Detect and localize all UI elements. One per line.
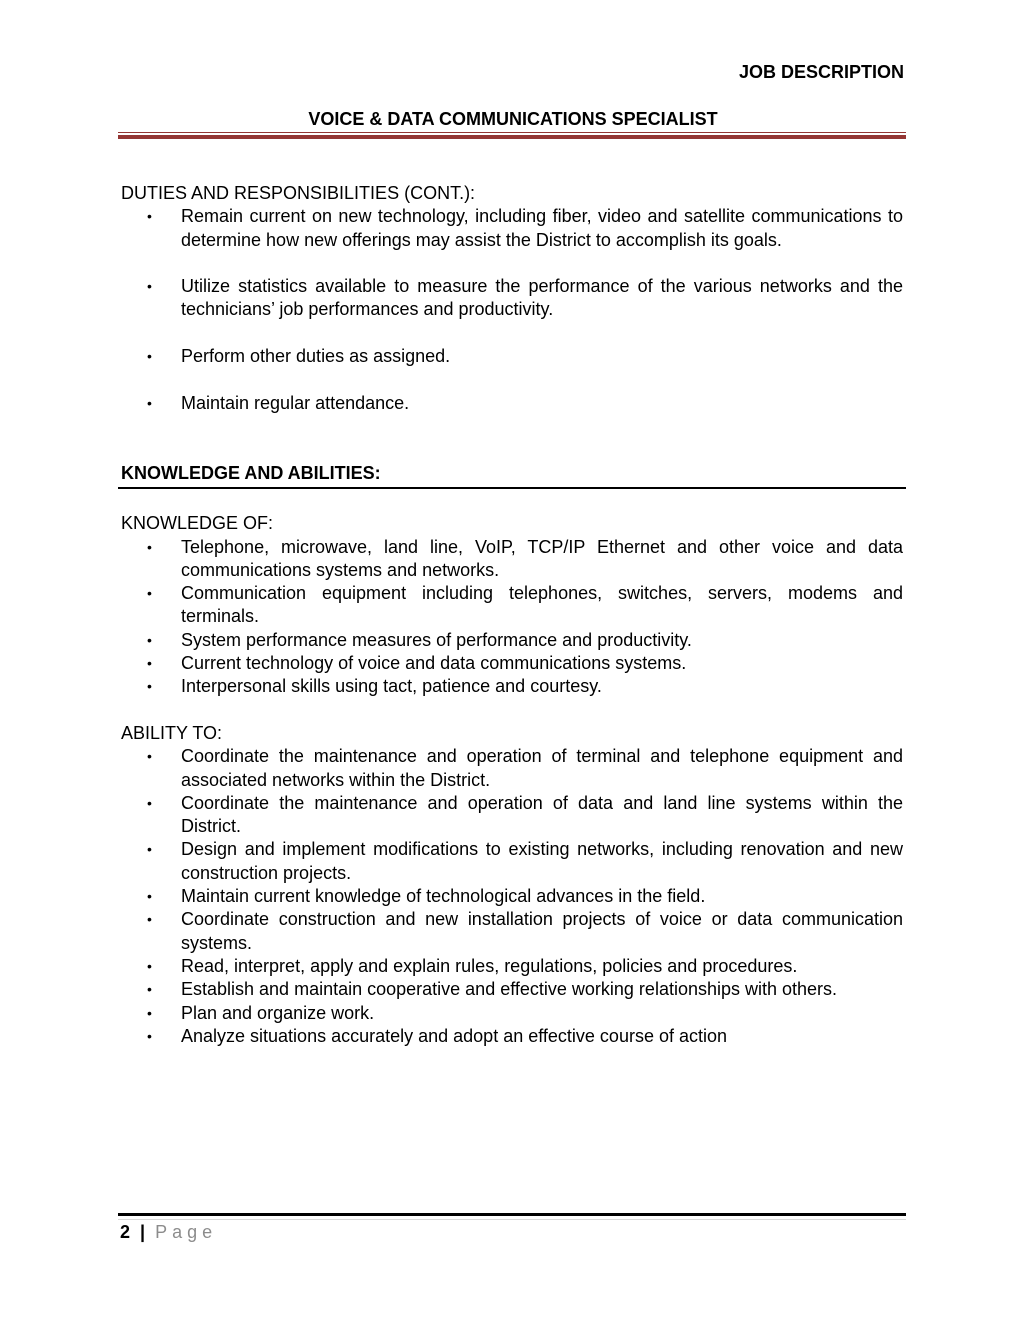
- bullet-icon: •: [147, 631, 152, 648]
- bullet-icon: •: [147, 748, 152, 765]
- knowledge-abilities-heading: KNOWLEDGE AND ABILITIES:: [118, 462, 906, 489]
- list-item: [121, 392, 903, 415]
- bullet-icon: •: [147, 888, 152, 905]
- bullet-icon: •: [147, 538, 152, 555]
- list-item: [121, 345, 903, 368]
- bullet-icon: •: [147, 394, 152, 411]
- list-item: [121, 885, 903, 908]
- job-title: VOICE & DATA COMMUNICATIONS SPECIALIST: [308, 109, 718, 129]
- list-item-text: Maintain current knowledge of technological advances in the field.: [181, 886, 706, 907]
- list-item: [121, 1025, 903, 1048]
- ability-list: [121, 745, 903, 1048]
- document-title: JOB DESCRIPTION: [738, 62, 904, 82]
- document-body: [121, 182, 903, 1048]
- bullet-icon: •: [147, 585, 152, 602]
- header-rule-thick: [118, 135, 906, 139]
- list-item-text: Current technology of voice and data communications systems.: [181, 653, 687, 674]
- footer-rule-thin: [118, 1219, 906, 1220]
- list-item-text: Coordinate the maintenance and operation of data and land line systems within the District.: [181, 792, 903, 837]
- list-item: [121, 205, 903, 252]
- duties-list: [121, 205, 903, 415]
- list-item-text: Read, interpret, apply and explain rules, regulations, policies and procedures.: [181, 955, 798, 976]
- bullet-icon: •: [147, 1027, 152, 1044]
- list-item: [121, 582, 903, 629]
- page-number: 2: [120, 1222, 131, 1242]
- bullet-icon: •: [147, 957, 152, 974]
- list-item-text: Design and implement modifications to existing networks, including renovation and new construction projects.: [181, 839, 903, 883]
- list-item-text: Establish and maintain cooperative and effective working relationships with others.: [181, 979, 838, 1000]
- list-item-text: Interpersonal skills using tact, patience and courtesy.: [181, 676, 602, 697]
- list-item-text: Perform other duties as assigned.: [181, 346, 451, 367]
- list-item-text: Maintain regular attendance.: [181, 392, 410, 413]
- list-item: [121, 275, 903, 322]
- knowledge-of-heading: KNOWLEDGE OF:: [121, 513, 274, 534]
- list-item: [121, 1002, 903, 1025]
- header-rule: [118, 132, 906, 139]
- list-item: [121, 838, 903, 885]
- list-item-text: Coordinate construction and new installation projects of voice or data communication systems.: [181, 909, 903, 953]
- list-item: [121, 955, 903, 978]
- footer-separator: |: [140, 1222, 146, 1242]
- list-item: [121, 978, 903, 1001]
- bullet-icon: •: [147, 278, 152, 295]
- page-footer: [120, 1222, 217, 1243]
- list-item: [121, 745, 903, 792]
- bullet-icon: •: [147, 841, 152, 858]
- list-item: [121, 792, 903, 839]
- list-item: [121, 652, 903, 675]
- bullet-icon: •: [147, 981, 152, 998]
- list-item: [121, 536, 903, 583]
- list-item: [121, 908, 903, 955]
- bullet-icon: •: [147, 911, 152, 928]
- list-item-text: Telephone, microwave, land line, VoIP, TCP/IP Ethernet and other voice and data communications systems and networks.: [181, 536, 903, 580]
- footer-rule: [118, 1213, 906, 1222]
- page-label: Page: [155, 1222, 218, 1242]
- footer-rule-thick: [118, 1213, 906, 1216]
- bullet-icon: •: [147, 794, 152, 811]
- duties-heading: DUTIES AND RESPONSIBILITIES (CONT.):: [121, 183, 476, 203]
- bullet-icon: •: [147, 208, 152, 225]
- bullet-icon: •: [147, 678, 152, 695]
- list-item: [121, 629, 903, 652]
- list-item-text: System performance measures of performance and productivity.: [181, 629, 692, 650]
- list-item-text: Remain current on new technology, including fiber, video and satellite communications to determine how new offerings may assist the District to accomplish its goals.: [181, 206, 903, 250]
- list-item-text: Coordinate the maintenance and operation of terminal and telephone equipment and associated networks within the District.: [181, 746, 903, 790]
- bullet-icon: •: [147, 1004, 152, 1021]
- list-item-text: Plan and organize work.: [181, 1002, 375, 1023]
- list-item-text: Analyze situations accurately and adopt an effective course of action: [181, 1025, 728, 1046]
- list-item-text: Utilize statistics available to measure the performance of the various networks and the technicians’ job performances and productivity.: [181, 276, 903, 320]
- ability-to-heading: ABILITY TO:: [121, 722, 223, 743]
- header-rule-thin: [118, 132, 906, 133]
- list-item: [121, 675, 903, 698]
- list-item-text: Communication equipment including telephones, switches, servers, modems and terminals.: [181, 583, 903, 627]
- bullet-icon: •: [147, 655, 152, 672]
- bullet-icon: •: [147, 348, 152, 365]
- knowledge-list: [121, 536, 903, 699]
